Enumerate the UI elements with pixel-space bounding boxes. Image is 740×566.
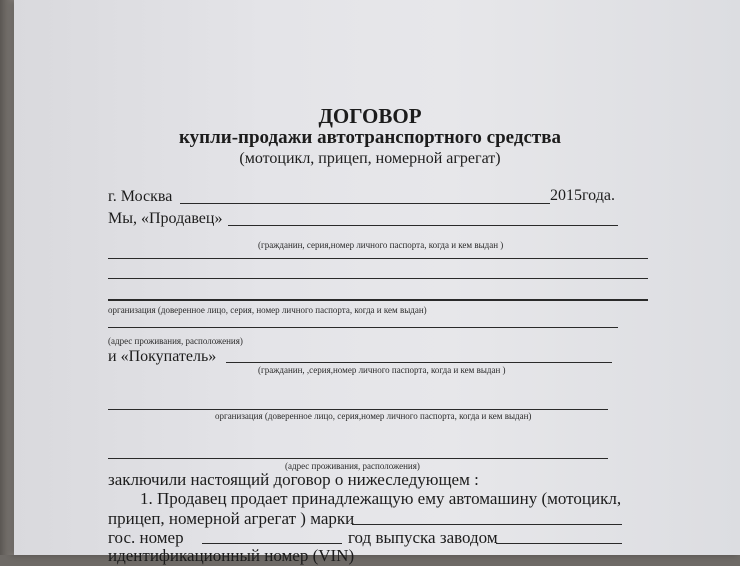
buyer-org-caption: организация (доверенное лицо, серия,номер личного паспорта, когда и кем выдан)	[215, 411, 532, 421]
seller-line-3	[108, 299, 648, 301]
plate-blank-line	[202, 543, 342, 544]
seller-person-caption: (гражданин, серия,номер личного паспорта, когда и кем выдан )	[258, 240, 504, 250]
buyer-blank-line	[226, 362, 612, 363]
clause1-line1: 1. Продавец продает принадлежащую ему автомашину (мотоцикл,	[140, 489, 622, 508]
seller-line-1	[108, 258, 648, 259]
buyer-org-line	[108, 409, 608, 410]
make-blank-line	[352, 524, 622, 525]
seller-line-2	[108, 278, 648, 279]
buyer-person-caption: (гражданин, ,серия,номер личного паспорта, когда и кем выдан )	[258, 365, 506, 375]
seller-blank-line	[228, 225, 618, 226]
clause1-line4: идентификационный номер (VIN)	[108, 546, 355, 565]
clause1-year-label: год выпуска заводом	[348, 528, 498, 547]
year-blank-line	[496, 543, 622, 544]
document-subtitle: купли-продажи автотранспортного средства	[178, 127, 561, 148]
concluded-text: заключили настоящий договор о нижеследующем :	[108, 470, 479, 489]
seller-address-caption: (адрес проживания, расположения)	[108, 336, 243, 346]
document-subsubtitle: (мотоцикл, прицеп, номерной агрегат)	[239, 150, 501, 167]
document-title: ДОГОВОР	[318, 104, 422, 128]
seller-label: Мы, «Продавец»	[108, 210, 223, 227]
seller-address-line	[108, 327, 618, 328]
buyer-address-line	[108, 458, 608, 459]
buyer-label: и «Покупатель»	[108, 348, 217, 365]
clause1-plate-label: гос. номер	[108, 528, 184, 547]
page-edge-left	[0, 0, 14, 555]
clause1-line2: прицеп, номерной агрегат ) марки	[108, 509, 355, 528]
date-blank-line	[180, 203, 550, 204]
city-label: г. Москва	[108, 188, 173, 205]
seller-org-caption: организация (доверенное лицо, серия, номер личного паспорта, когда и кем выдан)	[108, 305, 427, 315]
buyer-address-caption: (адрес проживания, расположения)	[285, 461, 420, 471]
year-label: 2015года.	[550, 187, 615, 204]
